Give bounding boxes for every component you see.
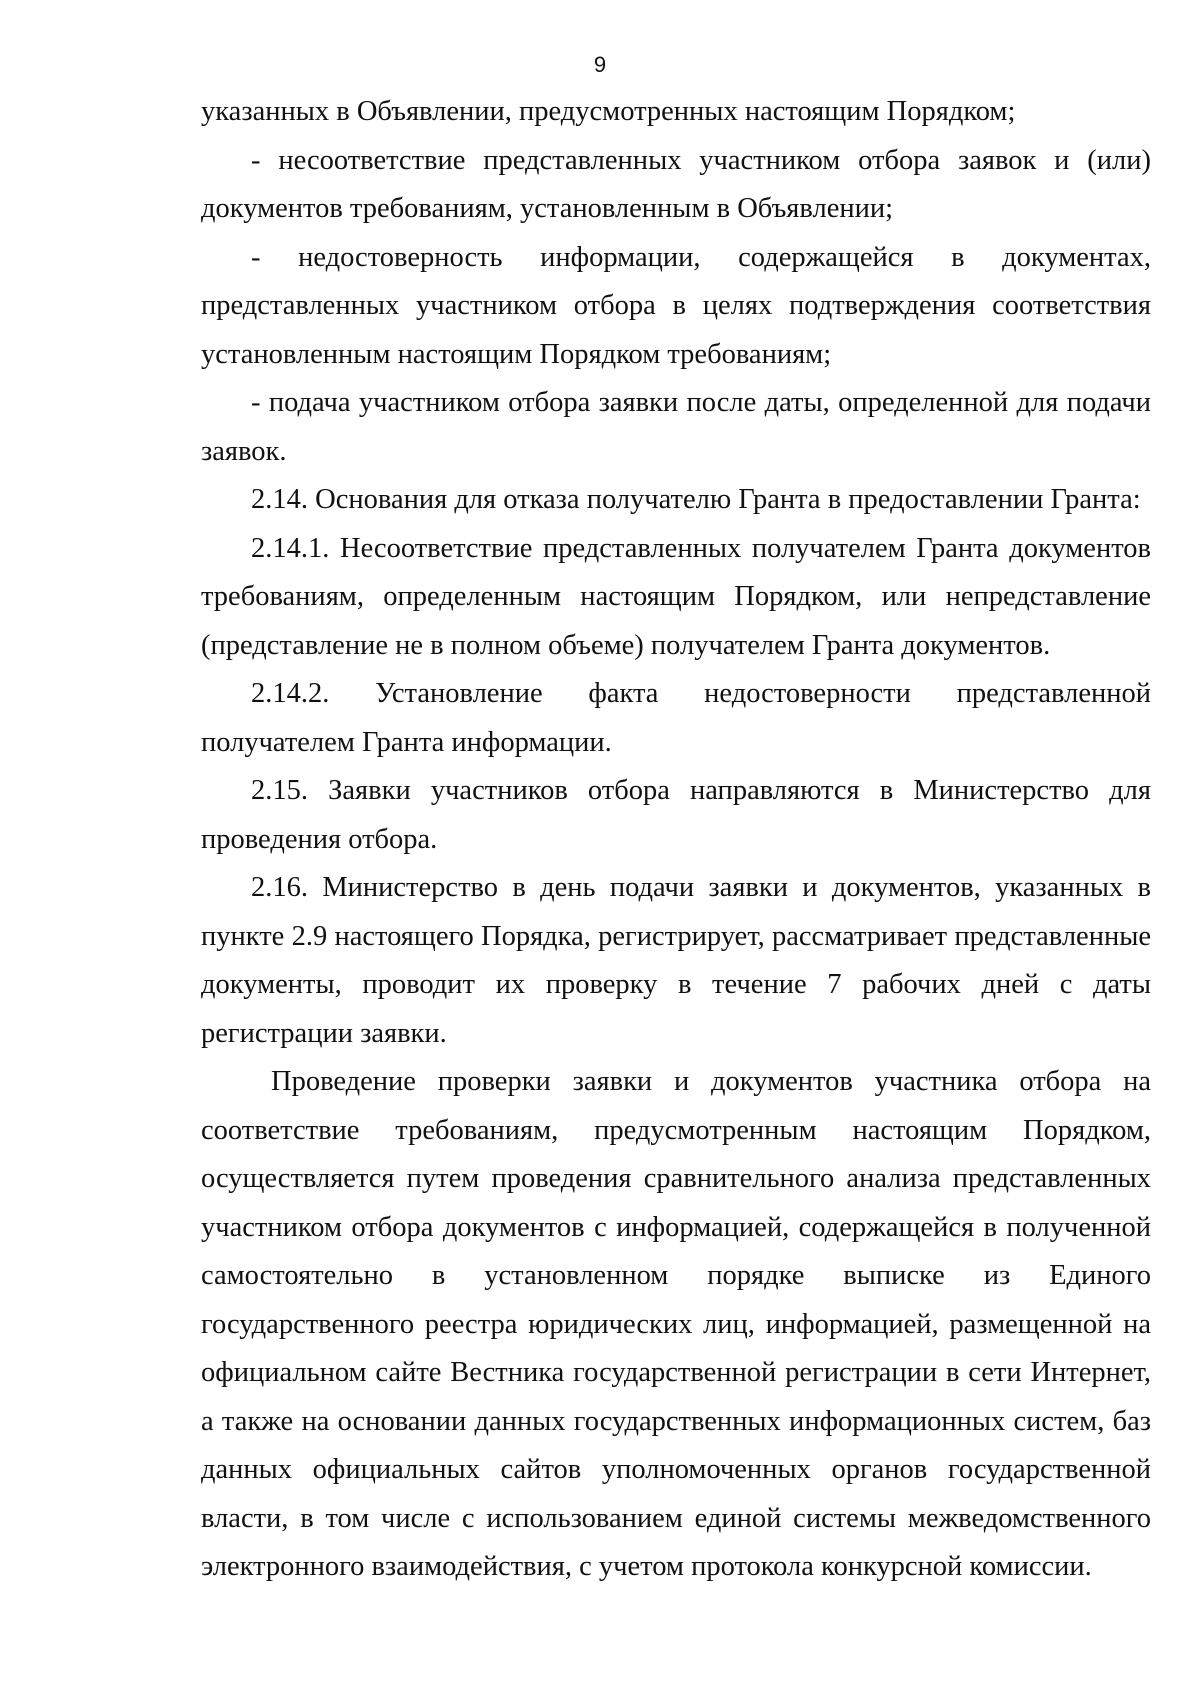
- paragraph-2-15: 2.15. Заявки участников отбора направляются в Министерство для проведения отбора.: [201, 775, 1151, 855]
- paragraph-2-14: 2.14. Основания для отказа получателю Гранта в предоставлении Гранта:: [251, 484, 1141, 515]
- page-number: 9: [593, 52, 607, 77]
- paragraph-2-14-2: 2.14.2. Установление факта недостоверности представленной получателем Гранта информации.: [201, 678, 1151, 758]
- paragraph-unreliability: - недостоверность информации, содержащейся в документах, представленных участником отбора в целях подтверждения соответствия установленным настоящим Порядком требованиям;: [201, 241, 1151, 370]
- paragraph-verification: Проведение проверки заявки и документов участника отбора на соответствие требованиям, предусмотренным настоящим Порядком, осуществляется путем проведения сравнительного анализа представленных участником отбора документов с информацией, содержащейся в полученной самостоятельно в установленном порядке выписке из Единого государственного реестра юридических лиц, информацией, размещенной на официальном сайте Вестника государственной регистрации в сети Интернет, а также на основании данных государственных информационных систем, баз данных официальных сайтов уполномоченных органов государственной власти, в том числе с использованием единой системы межведомственного электронного взаимодействия, с учетом протокола конкурсной комиссии.: [201, 1066, 1151, 1582]
- paragraph-continuation: указанных в Объявлении, предусмотренных настоящим Порядком;: [201, 96, 1016, 127]
- document-body: [201, 88, 1151, 1592]
- paragraph-2-16: 2.16. Министерство в день подачи заявки и документов, указанных в пункте 2.9 настоящего Порядка, регистрирует, рассматривает представленные документы, проводит их проверку в течение 7 рабочих дней с даты регистрации заявки.: [201, 872, 1151, 1049]
- paragraph-2-14-1: 2.14.1. Несоответствие представленных получателем Гранта документов требованиям, определенным настоящим Порядком, или непредставление (представление не в полном объеме) получателем Гранта документов.: [201, 532, 1151, 661]
- paragraph-late-submission: - подача участником отбора заявки после даты, определенной для подачи заявок.: [201, 387, 1151, 467]
- paragraph-nonconformity: - несоответствие представленных участником отбора заявок и (или) документов требованиям, установленным в Объявлении;: [201, 144, 1151, 224]
